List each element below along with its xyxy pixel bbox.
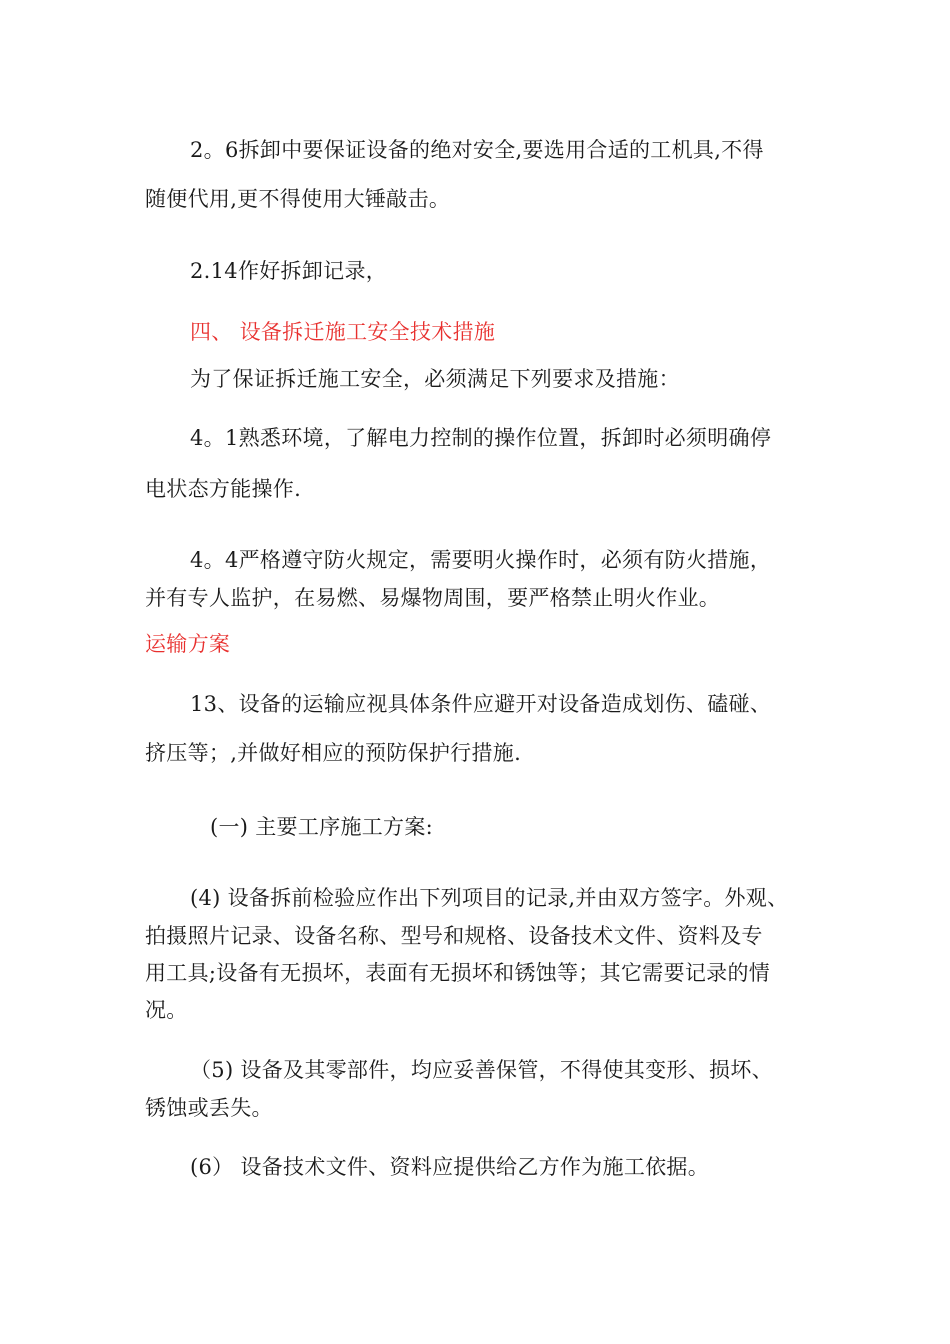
item-4-line-4: 况。 [145, 998, 188, 1022]
paragraph-4-4-line-1: 4。4严格遵守防火规定，需要明火操作时，必须有防火措施， [190, 548, 772, 572]
intro-paragraph: 为了保证拆迁施工安全，必须满足下列要求及措施： [190, 367, 680, 391]
paragraph-4-1-line-2: 电状态方能操作. [145, 477, 302, 501]
item-4-line-3: 用工具;设备有无损坏，表面有无损坏和锈蚀等；其它需要记录的情 [145, 961, 771, 985]
paragraph-2-14: 2.14作好拆卸记录， [190, 259, 388, 283]
item-6: (6） 设备技术文件、资料应提供给乙方作为施工依据。 [190, 1155, 710, 1179]
item-5-line-1: （5) 设备及其零部件，均应妥善保管，不得使其变形、损坏、 [190, 1058, 773, 1082]
item-4-line-2: 拍摄照片记录、设备名称、型号和规格、设备技术文件、资料及专 [145, 924, 763, 948]
section-heading-4: 四、 设备拆迁施工安全技术措施 [190, 320, 496, 344]
paragraph-13-line-1: 13、设备的运输应视具体条件应避开对设备造成划伤、磕碰、 [190, 692, 772, 716]
paragraph-2-6-line-1: 2。6拆卸中要保证设备的绝对安全,要选用合适的工机具,不得 [190, 138, 764, 162]
paragraph-4-4-line-2: 并有专人监护，在易燃、易爆物周围，要严格禁止明火作业。 [145, 586, 721, 610]
item-5-line-2: 锈蚀或丢失。 [145, 1096, 273, 1120]
paragraph-4-1-line-1: 4。1熟悉环境，了解电力控制的操作位置，拆卸时必须明确停 [190, 426, 772, 450]
subheading-main-process: (一) 主要工序施工方案: [210, 815, 434, 839]
item-4-line-1: (4) 设备拆前检验应作出下列项目的记录,并由双方签字。外观、 [190, 886, 789, 910]
paragraph-2-6-line-2: 随便代用,更不得使用大锤敲击。 [145, 187, 451, 211]
section-heading-transport: 运输方案 [145, 632, 231, 656]
paragraph-13-line-2: 挤压等；,并做好相应的预防保护行措施. [145, 741, 522, 765]
